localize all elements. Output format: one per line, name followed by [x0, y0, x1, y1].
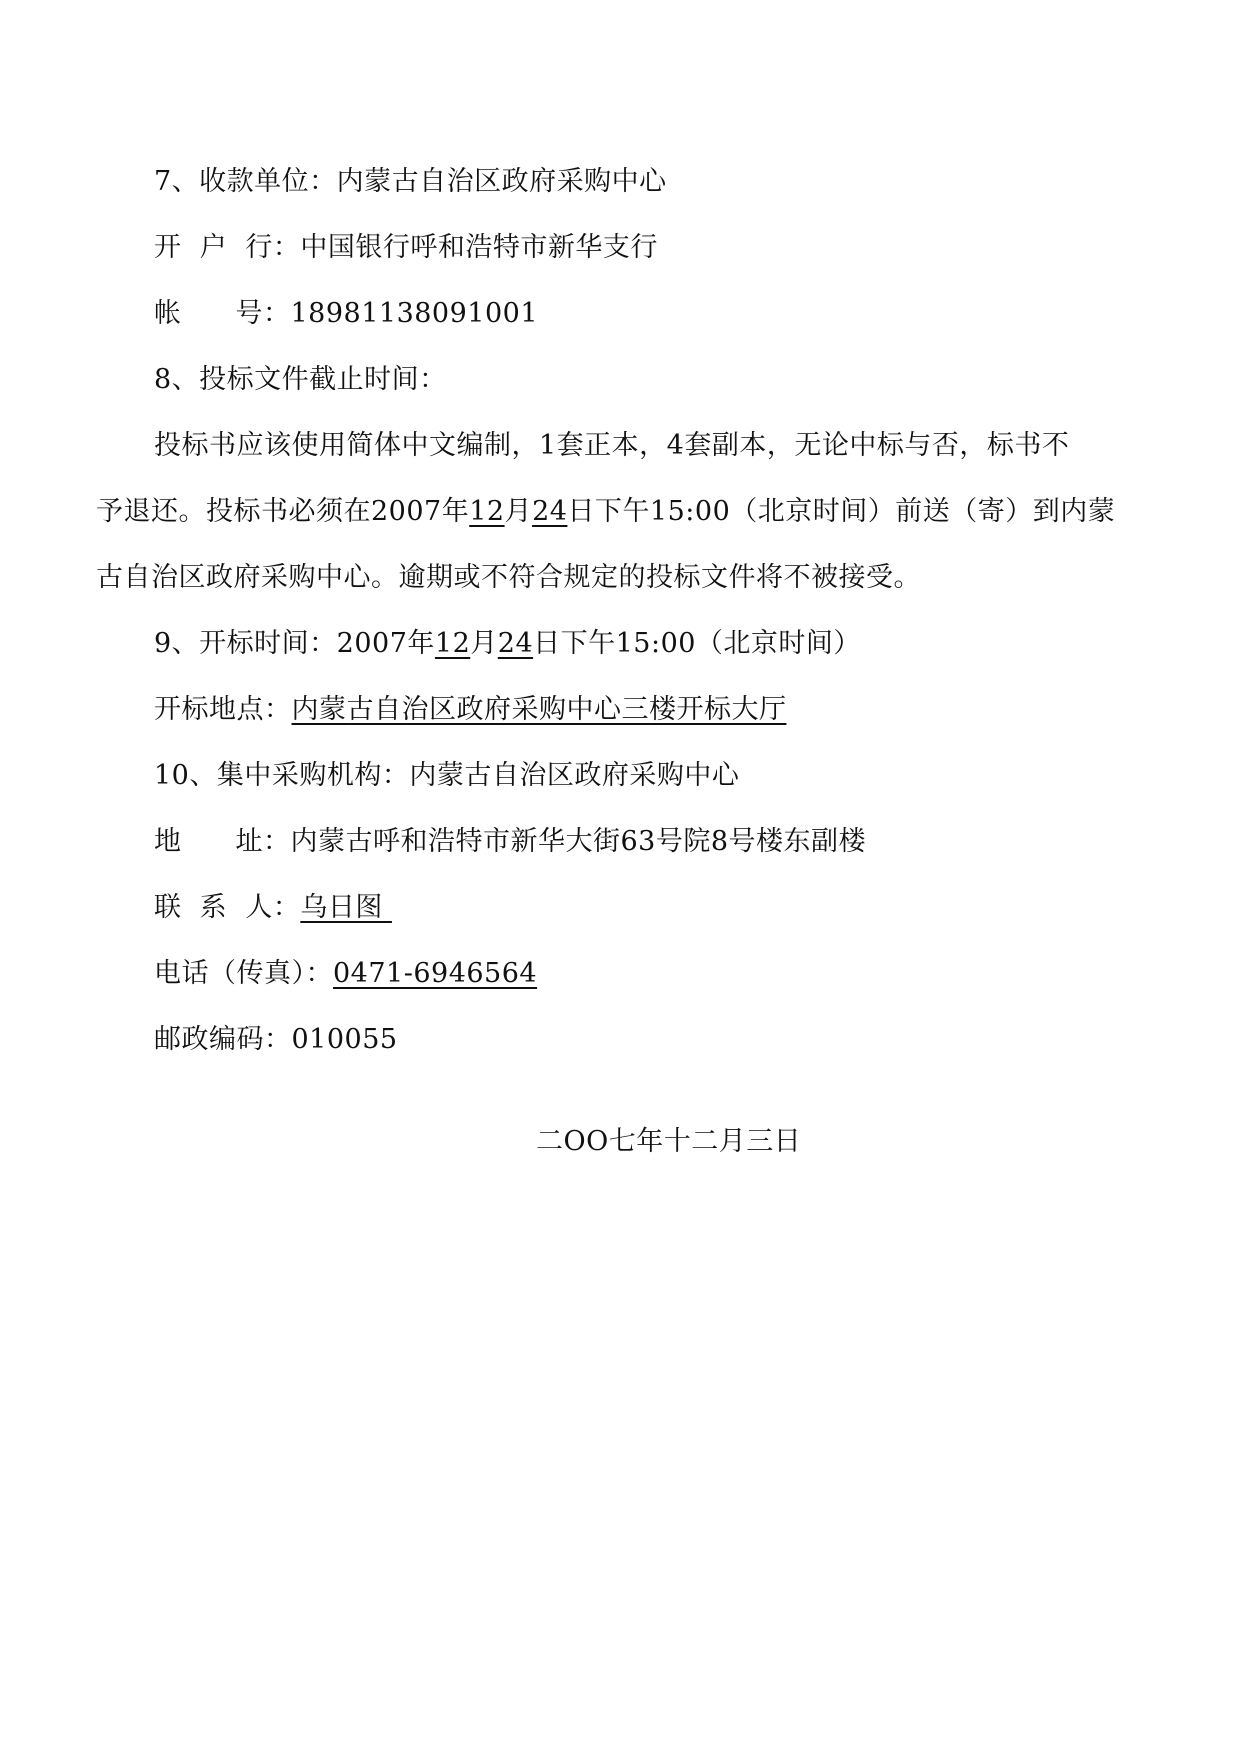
payee-line [154, 164, 667, 200]
bank-label: 开 户 行： [154, 232, 301, 263]
bank-line [154, 230, 658, 266]
paragraph-line-1 [154, 428, 1069, 464]
postcode-value: 010055 [291, 1024, 398, 1055]
opening-time-tail: 日下午15:00（北京时间） [533, 628, 861, 659]
opening-month: 12 [434, 628, 471, 659]
opening-time-line [154, 626, 861, 662]
date-text: 二OO七年十二月三日 [536, 1126, 802, 1157]
account-line [154, 296, 538, 332]
paragraph-text-2b: 月 [504, 496, 533, 527]
paragraph-line-3 [96, 560, 921, 596]
paragraph-line-2 [96, 494, 1115, 530]
agency-line [154, 758, 739, 794]
address-line [154, 824, 866, 860]
account-label-b: 号： [235, 298, 291, 329]
account-number: 18981138091001 [290, 298, 538, 329]
opening-month-suffix: 月 [470, 628, 498, 659]
document-date [536, 1124, 801, 1160]
phone-label: 电话（传真）： [154, 958, 333, 989]
paragraph-text-3: 古自治区政府采购中心。逾期或不符合规定的投标文件将不被接受。 [96, 562, 921, 593]
paragraph-text-2c: 日下午15:00（北京时间）前送（寄）到内蒙 [567, 496, 1116, 527]
bank-value: 中国银行呼和浩特市新华支行 [300, 232, 658, 263]
postcode-label: 邮政编码： [154, 1024, 292, 1055]
contact-line [154, 890, 392, 926]
opening-place-value: 内蒙古自治区政府采购中心三楼开标大厅 [291, 694, 787, 725]
deadline-day: 24 [532, 496, 568, 527]
paragraph-text-1: 投标书应该使用简体中文编制，1套正本，4套副本，无论中标与否，标书不 [154, 430, 1070, 461]
account-label-a: 帐 [154, 298, 182, 329]
phone-line [154, 956, 537, 992]
contact-value: 乌日图 [300, 892, 392, 923]
address-label-a: 地 [154, 826, 182, 857]
phone-value: 0471-6946564 [333, 958, 538, 989]
opening-time-label: 9、开标时间：2007年 [154, 628, 435, 659]
opening-place-line [154, 692, 787, 728]
deadline-month: 12 [469, 496, 505, 527]
agency-text: 10、集中采购机构：内蒙古自治区政府采购中心 [154, 760, 740, 791]
address-label-b: 址： [235, 826, 291, 857]
deadline-heading [154, 362, 447, 398]
address-value: 内蒙古呼和浩特市新华大街63号院8号楼东副楼 [290, 826, 867, 857]
postcode-line [154, 1022, 398, 1058]
payee-text: 7、收款单位：内蒙古自治区政府采购中心 [154, 166, 667, 197]
deadline-heading-text: 8、投标文件截止时间： [154, 364, 447, 395]
opening-place-label: 开标地点： [154, 694, 292, 725]
opening-day: 24 [497, 628, 534, 659]
contact-label: 联 系 人： [154, 892, 301, 923]
paragraph-text-2a: 予退还。投标书必须在2007年 [96, 496, 470, 527]
